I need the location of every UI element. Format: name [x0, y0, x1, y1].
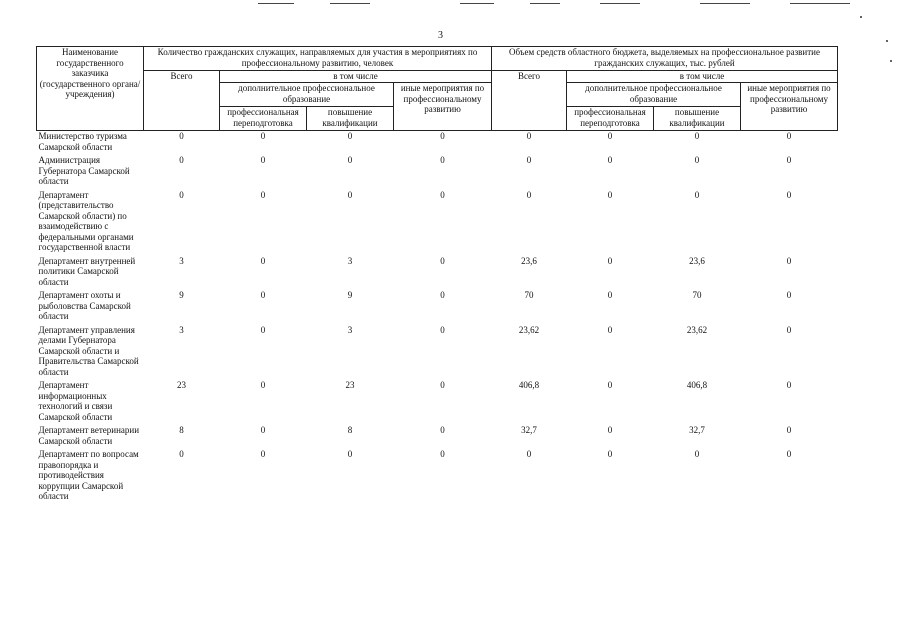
header-customer: Наименование государственного заказчика (государственного органа/учреждения)	[37, 47, 144, 131]
table-row	[37, 155, 838, 190]
row-value: 0	[694, 449, 700, 459]
row-value: 0	[260, 290, 266, 300]
row-value: 0	[607, 131, 613, 141]
row-value: 23	[177, 380, 186, 390]
row-value: 0	[526, 449, 532, 459]
row-value: 0	[347, 155, 353, 165]
row-name: Департамент управления делами Губернатора Самарской области и Правительства Самарской области	[38, 324, 139, 377]
scan-mark	[460, 3, 494, 4]
row-value: 0	[786, 255, 792, 266]
row-value: 0	[260, 155, 266, 165]
row-value: 0	[607, 255, 613, 266]
row-value: 0	[179, 189, 184, 200]
scan-mark	[600, 3, 640, 4]
row-value: 0	[260, 189, 266, 200]
row-value: 0	[260, 255, 266, 266]
row-value: 0	[440, 189, 445, 200]
table-row	[37, 380, 838, 425]
row-name: Департамент информационных технологий и связи Самарской области	[38, 380, 113, 422]
scan-dot	[860, 16, 862, 18]
row-value: 0	[347, 449, 353, 459]
professional-development-table	[36, 46, 838, 505]
row-value: 0	[260, 449, 266, 459]
header-count-including: в том числе	[220, 71, 492, 83]
row-value: 0	[440, 155, 445, 165]
header-count-retraining: профессиональная переподготовка	[220, 107, 307, 131]
scan-mark	[258, 3, 294, 4]
header-budget-additional-education: дополнительное профессиональное образование	[567, 83, 741, 107]
row-value: 406,8	[686, 380, 708, 390]
row-value: 0	[607, 324, 613, 335]
row-value: 0	[694, 189, 700, 200]
row-value: 0	[786, 425, 792, 435]
table-row	[37, 425, 838, 449]
row-value: 0	[786, 324, 792, 335]
table-body	[37, 131, 838, 505]
row-value: 0	[607, 189, 613, 200]
row-value: 0	[607, 290, 613, 300]
table-row	[37, 325, 838, 381]
row-value: 0	[607, 449, 613, 459]
scan-mark	[530, 3, 560, 4]
header-count-other-events: иные мероприятия по профессиональному развитию	[394, 83, 492, 131]
row-value: 0	[440, 255, 445, 266]
row-value: 0	[260, 380, 266, 390]
header-count-group: Количество гражданских служащих, направляемых для участия в мероприятиях по профессиональному развитию, человек	[144, 47, 492, 71]
row-name: Департамент (представительство Самарской области) по взаимодействию с федеральными органами государственной власти	[38, 189, 134, 252]
row-value: 23,62	[518, 324, 540, 335]
row-value: 0	[694, 155, 700, 165]
row-value: 9	[179, 290, 184, 300]
row-value: 23,6	[521, 255, 537, 266]
scan-mark	[790, 3, 850, 4]
row-value: 0	[607, 380, 613, 390]
row-value: 0	[440, 324, 445, 335]
row-value: 0	[440, 449, 445, 459]
row-value: 0	[179, 131, 184, 141]
header-count-additional-education: дополнительное профессиональное образование	[220, 83, 394, 107]
row-value: 406,8	[518, 380, 540, 390]
scan-dot	[886, 40, 888, 42]
row-name: Департамент охоты и рыболовства Самарской области	[38, 290, 131, 321]
header-budget-retraining: профессиональная переподготовка	[567, 107, 654, 131]
row-value: 0	[440, 425, 445, 435]
row-value: 0	[786, 189, 792, 200]
row-value: 3	[179, 255, 184, 266]
row-value: 0	[526, 189, 532, 200]
header-budget-total: Всего	[492, 71, 567, 131]
row-value: 0	[440, 131, 445, 141]
table-row	[37, 449, 838, 505]
row-value: 8	[347, 425, 353, 435]
table-row	[37, 290, 838, 325]
row-value: 32,7	[521, 425, 537, 435]
header-budget-group: Объем средств областного бюджета, выделяемых на профессиональное развитие гражданских служащих, тыс. рублей	[492, 47, 838, 71]
row-value: 0	[179, 449, 184, 459]
header-count-qualification: повышение квалификации	[307, 107, 394, 131]
row-value: 70	[524, 290, 534, 300]
row-value: 0	[607, 155, 613, 165]
row-value: 0	[440, 380, 445, 390]
row-value: 0	[440, 290, 445, 300]
row-name: Департамент ветеринарии Самарской области	[38, 425, 140, 446]
row-value: 0	[260, 131, 266, 141]
page-number: 3	[438, 30, 443, 41]
row-value: 23	[345, 380, 355, 390]
scan-dot	[890, 60, 892, 62]
row-value: 0	[526, 155, 532, 165]
row-value: 23,6	[689, 255, 705, 266]
row-value: 32,7	[689, 425, 705, 435]
row-value: 0	[786, 449, 792, 459]
row-value: 0	[526, 131, 532, 141]
row-name: Министерство туризма Самарской области	[38, 131, 127, 152]
row-value: 3	[347, 324, 353, 335]
row-value: 0	[260, 324, 266, 335]
row-value: 3	[179, 324, 184, 335]
row-value: 3	[347, 255, 353, 266]
row-name: Департамент по вопросам правопорядка и противодействия коррупции Самарской области	[38, 449, 139, 501]
table-row	[37, 256, 838, 291]
row-value: 0	[179, 155, 184, 165]
row-value: 0	[786, 155, 792, 165]
row-value: 0	[347, 131, 353, 141]
header-budget-qualification: повышение квалификации	[654, 107, 741, 131]
row-value: 70	[692, 290, 702, 300]
row-value: 0	[347, 189, 353, 200]
row-name: Департамент внутренней политики Самарской области	[38, 255, 136, 287]
row-value: 0	[786, 131, 792, 141]
scan-mark	[330, 3, 370, 4]
row-value: 23,62	[686, 324, 708, 335]
scan-mark	[700, 3, 750, 4]
row-value: 9	[347, 290, 353, 300]
row-value: 0	[260, 425, 266, 435]
table-row	[37, 190, 838, 256]
row-value: 0	[694, 131, 700, 141]
table-row	[37, 131, 838, 156]
header-budget-other-events: иные мероприятия по профессиональному развитию	[741, 83, 838, 131]
header-count-total: Всего	[144, 71, 220, 131]
header-budget-including: в том числе	[567, 71, 838, 83]
row-value: 8	[179, 425, 184, 435]
row-value: 0	[786, 380, 792, 390]
row-name: Администрация Губернатора Самарской области	[38, 155, 130, 186]
row-value: 0	[607, 425, 613, 435]
row-value: 0	[786, 290, 792, 300]
